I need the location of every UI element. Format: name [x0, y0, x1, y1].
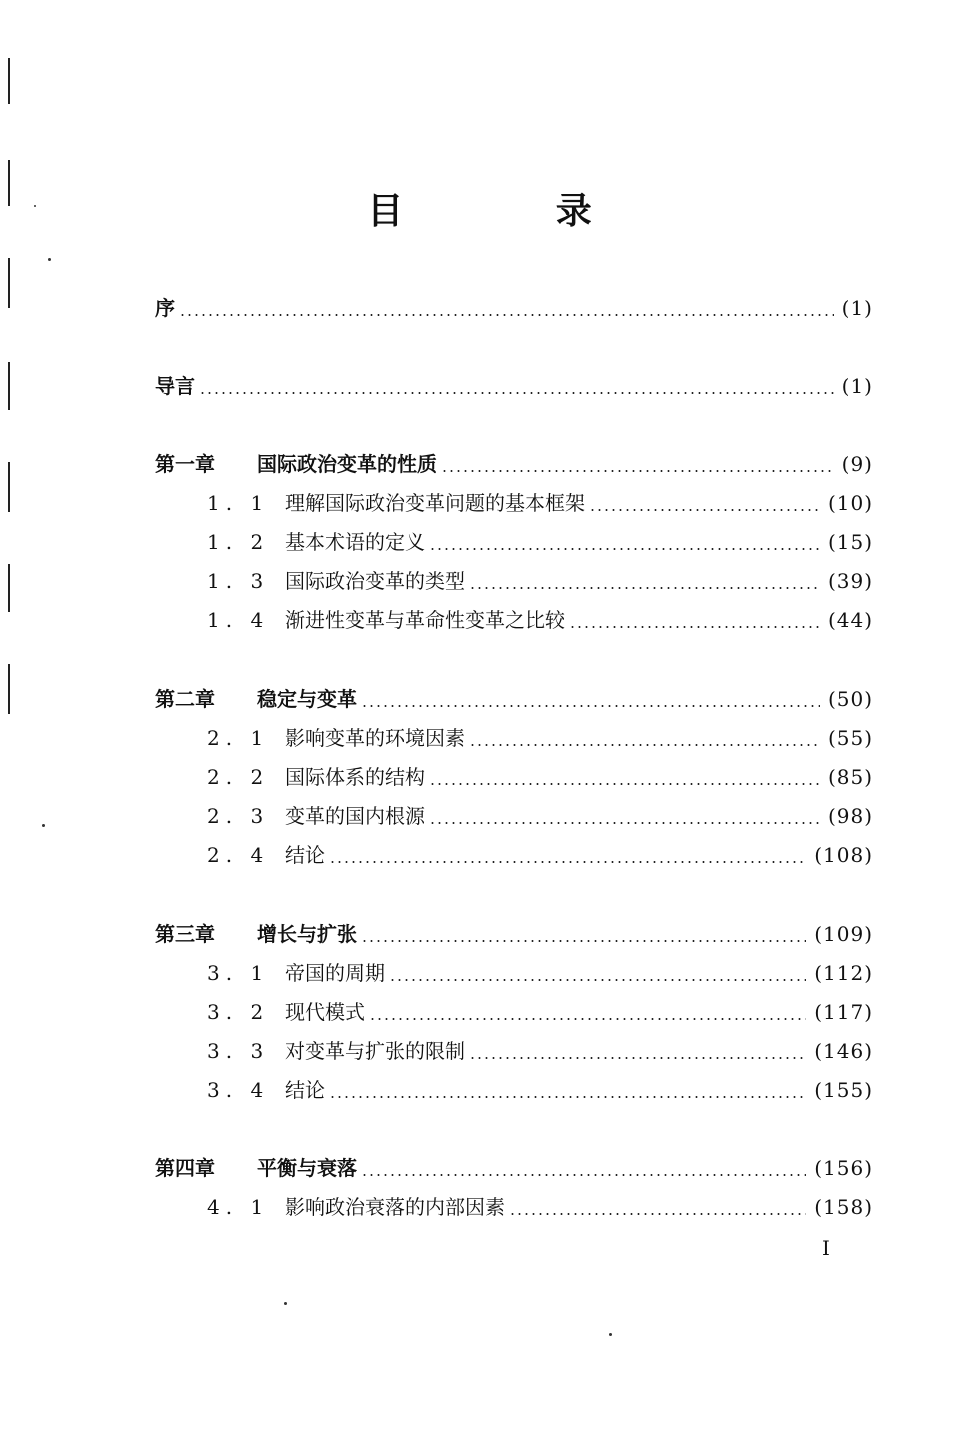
entry-number: 3. 1: [207, 961, 270, 985]
entry-title: 序: [155, 296, 175, 320]
entry-title: 基本术语的定义: [285, 530, 425, 554]
entry-number: 2. 3: [207, 804, 270, 828]
entry-number: 1. 2: [207, 530, 270, 554]
entry-title: 国际体系的结构: [285, 765, 425, 789]
entry-number: 1. 3: [207, 569, 270, 593]
dot-leader: [589, 509, 820, 511]
scan-speck: [284, 1302, 287, 1305]
toc-chapter-entry[interactable]: [155, 919, 873, 949]
page-folio: I: [822, 1236, 830, 1260]
toc-section-entry[interactable]: [207, 1075, 873, 1105]
entry-page-number: (156): [814, 1156, 873, 1180]
toc-section-entry[interactable]: [207, 762, 873, 792]
dot-leader: [329, 861, 806, 863]
entry-page-number: (146): [814, 1039, 873, 1063]
toc-section-entry[interactable]: [207, 605, 873, 635]
entry-title: 对变革与扩张的限制: [285, 1039, 465, 1063]
entry-number: 2. 2: [207, 765, 270, 789]
entry-title: 渐进性变革与革命性变革之比较: [285, 608, 565, 632]
entry-page-number: (109): [814, 922, 873, 946]
entry-number: 2. 4: [207, 843, 270, 867]
dot-leader: [369, 1018, 806, 1020]
entry-number: 第一章: [155, 452, 215, 476]
toc-chapter-entry[interactable]: [155, 1153, 873, 1183]
entry-page-number: (98): [827, 804, 873, 828]
entry-number: 第四章: [155, 1156, 215, 1180]
entry-page-number: (55): [827, 726, 873, 750]
entry-page-number: (44): [827, 608, 873, 632]
entry-page-number: (117): [814, 1000, 873, 1024]
entry-page-number: (9): [841, 452, 873, 476]
entry-title: 结论: [285, 1078, 325, 1102]
toc-section-entry[interactable]: [207, 527, 873, 557]
scan-edge-mark: [8, 462, 10, 512]
entry-title: 增长与扩张: [257, 922, 357, 946]
entry-title: 现代模式: [285, 1000, 365, 1024]
toc-section-entry[interactable]: [207, 1192, 873, 1222]
toc-section-entry[interactable]: [207, 840, 873, 870]
dot-leader: [429, 822, 820, 824]
dot-leader: [361, 940, 806, 942]
entry-number: 4. 1: [207, 1195, 270, 1219]
entry-page-number: (155): [814, 1078, 873, 1102]
scan-edge-mark: [8, 258, 10, 308]
entry-number: 2. 1: [207, 726, 270, 750]
toc-section-entry[interactable]: [207, 723, 873, 753]
entry-page-number: (39): [827, 569, 873, 593]
entry-number: 1. 1: [207, 491, 270, 515]
toc-section-entry[interactable]: [207, 1036, 873, 1066]
entry-title: 影响变革的环境因素: [285, 726, 465, 750]
entry-title: 帝国的周期: [285, 961, 385, 985]
toc-chapter-entry[interactable]: [155, 449, 873, 479]
entry-page-number: (10): [827, 491, 873, 515]
entry-title: 稳定与变革: [257, 687, 357, 711]
entry-page-number: (108): [814, 843, 873, 867]
entry-page-number: (15): [827, 530, 873, 554]
entry-page-number: (50): [827, 687, 873, 711]
dot-leader: [389, 979, 806, 981]
entry-page-number: (1): [841, 374, 873, 398]
page-title: 目 录: [367, 191, 662, 232]
dot-leader: [361, 705, 820, 707]
toc-section-entry[interactable]: [207, 488, 873, 518]
entry-title: 导言: [155, 374, 195, 398]
dot-leader: [199, 392, 834, 394]
entry-title: 理解国际政治变革问题的基本框架: [285, 491, 585, 515]
entry-title: 影响政治衰落的内部因素: [285, 1195, 505, 1219]
entry-page-number: (158): [814, 1195, 873, 1219]
entry-title: 平衡与衰落: [257, 1156, 357, 1180]
toc-section-entry[interactable]: [207, 566, 873, 596]
dot-leader: [329, 1096, 806, 1098]
scan-speck: [48, 258, 51, 261]
toc-chapter-entry[interactable]: [155, 371, 873, 401]
entry-number: 3. 3: [207, 1039, 270, 1063]
entry-number: 1. 4: [207, 608, 270, 632]
entry-title: 国际政治变革的性质: [257, 452, 437, 476]
dot-leader: [469, 744, 820, 746]
entry-page-number: (85): [827, 765, 873, 789]
dot-leader: [569, 626, 820, 628]
dot-leader: [509, 1213, 806, 1215]
dot-leader: [441, 470, 834, 472]
dot-leader: [429, 783, 820, 785]
toc-section-entry[interactable]: [207, 801, 873, 831]
entry-page-number: (1): [841, 296, 873, 320]
entry-title: 国际政治变革的类型: [285, 569, 465, 593]
toc-section-entry[interactable]: [207, 997, 873, 1027]
entry-number: 3. 2: [207, 1000, 270, 1024]
entry-number: 第三章: [155, 922, 215, 946]
toc-chapter-entry[interactable]: [155, 684, 873, 714]
dot-leader: [469, 1057, 806, 1059]
entry-page-number: (112): [814, 961, 873, 985]
scan-speck: [42, 824, 45, 827]
dot-leader: [429, 548, 820, 550]
toc-section-entry[interactable]: [207, 958, 873, 988]
scan-edge-mark: [8, 564, 10, 612]
scan-speck: [609, 1333, 612, 1336]
dot-leader: [361, 1174, 806, 1176]
scan-edge-mark: [8, 58, 10, 104]
entry-title: 变革的国内根源: [285, 804, 425, 828]
entry-number: 3. 4: [207, 1078, 270, 1102]
entry-number: 第二章: [155, 687, 215, 711]
scan-edge-mark: [8, 664, 10, 714]
dot-leader: [469, 587, 820, 589]
toc-chapter-entry[interactable]: [155, 293, 873, 323]
entry-title: 结论: [285, 843, 325, 867]
scan-edge-mark: [8, 362, 10, 410]
dot-leader: [179, 314, 834, 316]
